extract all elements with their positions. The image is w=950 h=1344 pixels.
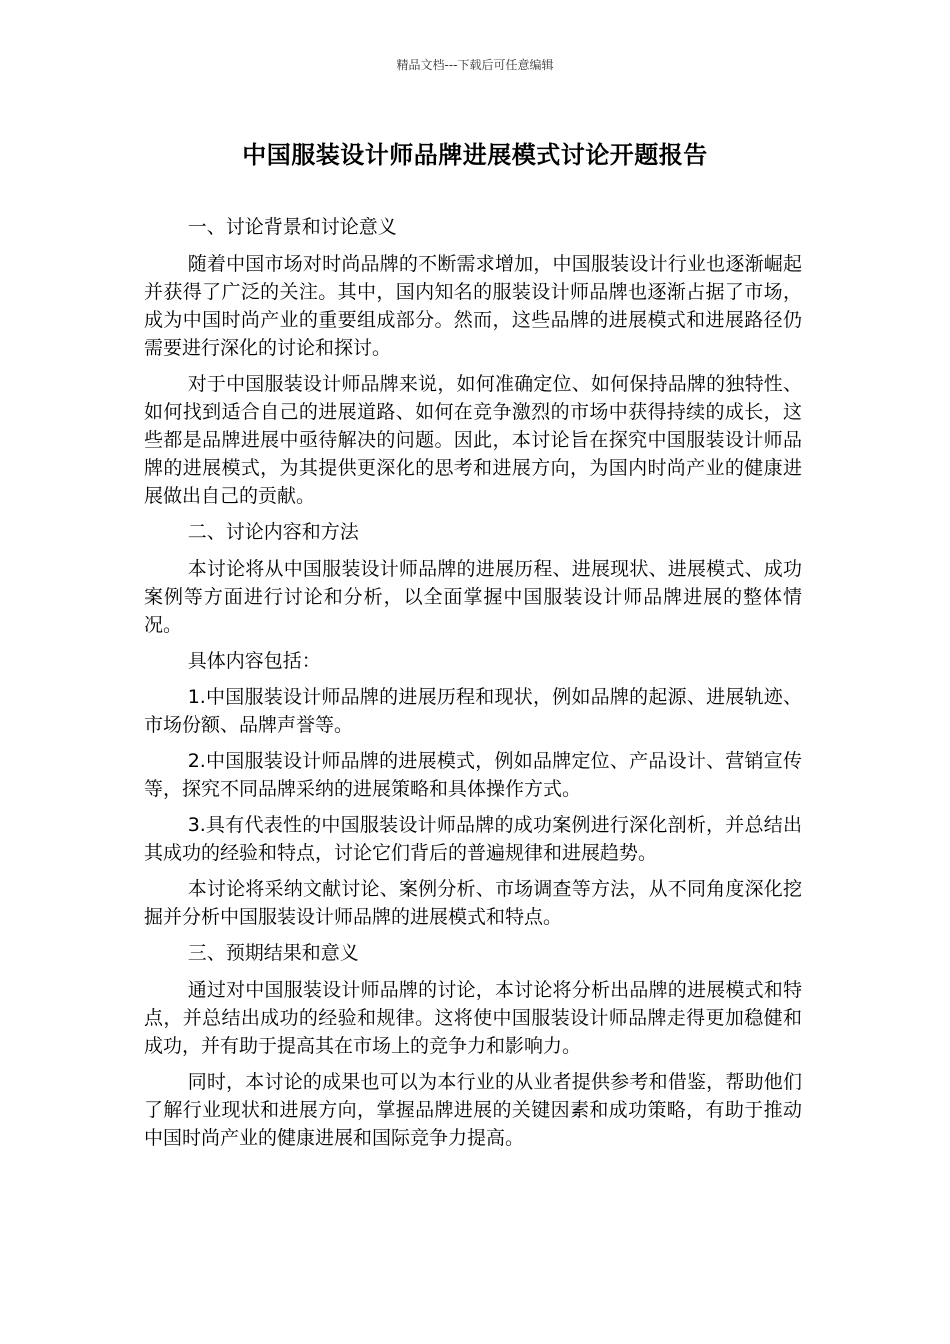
document-body xyxy=(144,213,802,1160)
list-item-2: 2.中国服装设计师品牌的进展模式，例如品牌定位、产品设计、营销宣传等，探究不同品牌采纳的进展策略和具体操作方式。 xyxy=(144,750,802,800)
section-heading-content-method: 二、讨论内容和方法 xyxy=(187,521,359,543)
section-heading-expected-results: 三、预期结果和意义 xyxy=(187,942,359,964)
document-title: 中国服装设计师品牌进展模式讨论开题报告 xyxy=(242,141,708,169)
paragraph-content-intro: 具体内容包括： xyxy=(187,650,321,672)
paragraph-results-1: 通过对中国服装设计师品牌的讨论，本讨论将分析出品牌的进展模式和特点，并总结出成功的经验和规律。这将使中国服装设计师品牌走得更加稳健和成功，并有助于提高其在市场上的竞争力和影响力。 xyxy=(144,979,802,1057)
section-heading-background: 一、讨论背景和讨论意义 xyxy=(187,216,397,238)
paragraph-results-2: 同时，本讨论的成果也可以为本行业的从业者提供参考和借鉴，帮助他们了解行业现状和进展方向，掌握品牌进展的关键因素和成功策略，有助于推动中国时尚产业的健康进展和国际竞争力提高。 xyxy=(144,1071,802,1149)
list-item-3: 3.具有代表性的中国服装设计师品牌的成功案例进行深化剖析，并总结出其成功的经验和特点，讨论它们背后的普遍规律和进展趋势。 xyxy=(144,814,802,864)
paragraph-background-2: 对于中国服装设计师品牌来说，如何准确定位、如何保持品牌的独特性、如何找到适合自己的进展道路、如何在竞争激烈的市场中获得持续的成长，这些都是品牌进展中亟待解决的问题。因此，本讨论旨在探究中国服装设计师品牌的进展模式，为其提供更深化的思考和进展方向，为国内时尚产业的健康进展做出自己的贡献。 xyxy=(144,373,802,507)
paragraph-background-1: 随着中国市场对时尚品牌的不断需求增加，中国服装设计行业也逐渐崛起并获得了广泛的关注。其中，国内知名的服装设计师品牌也逐渐占据了市场，成为中国时尚产业的重要组成部分。然而，这些品牌的进展模式和进展路径仍需要进行深化的讨论和探讨。 xyxy=(144,253,802,359)
paragraph-content-overview: 本讨论将从中国服装设计师品牌的进展历程、进展现状、进展模式、成功案例等方面进行讨论和分析，以全面掌握中国服装设计师品牌进展的整体情况。 xyxy=(144,558,802,636)
list-item-1: 1.中国服装设计师品牌的进展历程和现状，例如品牌的起源、进展轨迹、市场份额、品牌声誉等。 xyxy=(144,686,802,736)
page-header-note: 精品文档---下载后可任意编辑 xyxy=(396,58,554,72)
paragraph-method: 本讨论将采纳文献讨论、案例分析、市场调查等方法，从不同角度深化挖掘并分析中国服装设计师品牌的进展模式和特点。 xyxy=(144,878,802,928)
